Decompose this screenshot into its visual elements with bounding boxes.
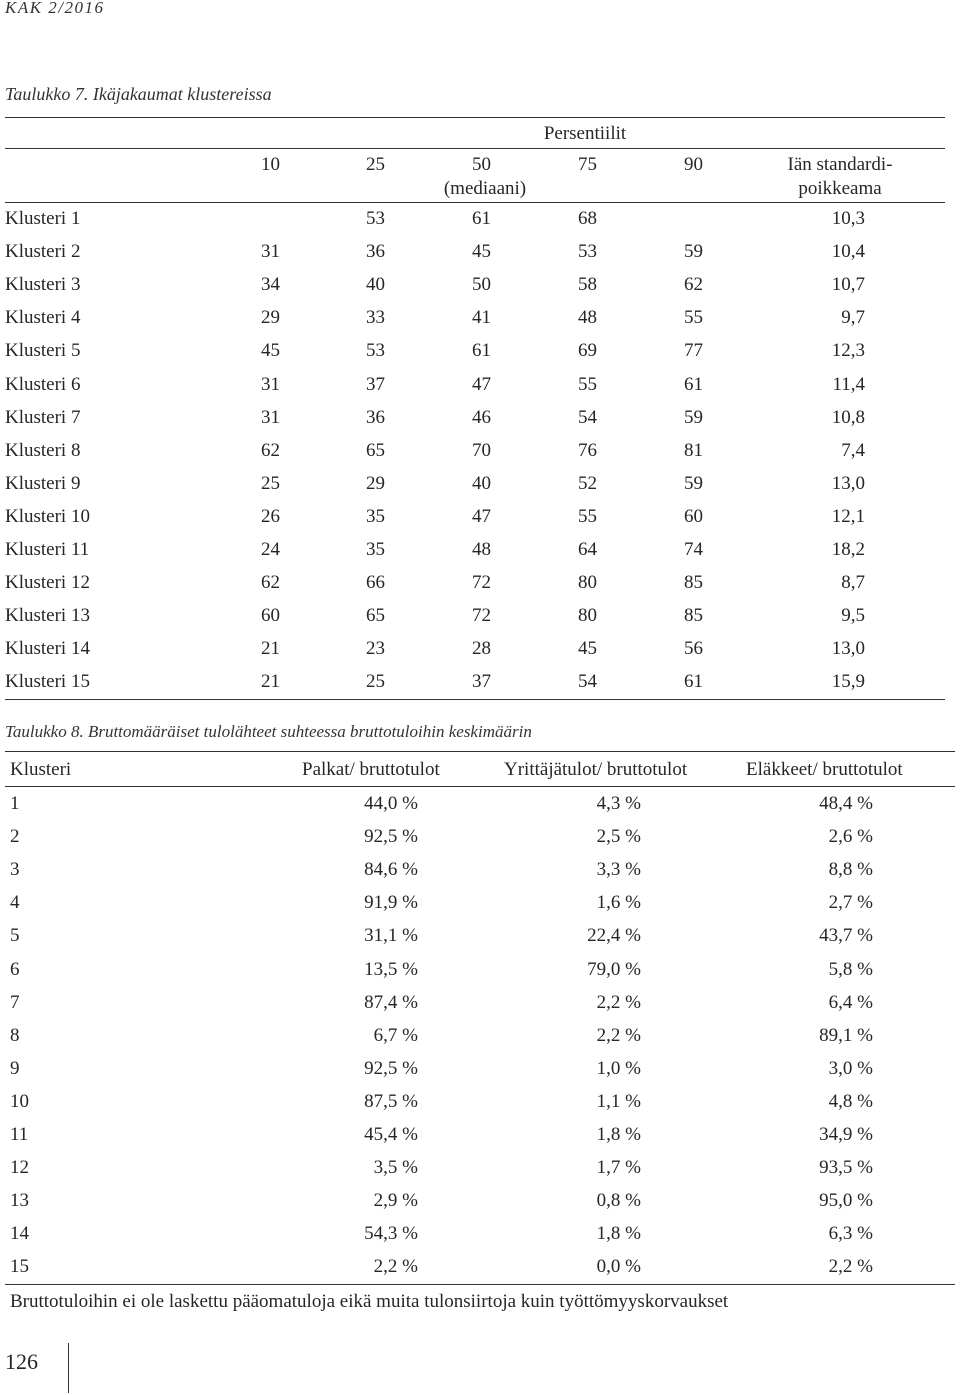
table7-cell-p10: 34 [261, 274, 280, 296]
table7-cell-p75: 55 [578, 505, 597, 527]
table7-cell-p50: 50 [472, 274, 491, 296]
table7-median-note: (mediaani) [443, 178, 527, 199]
table8-row-klusteri: 8 [10, 1024, 20, 1046]
table8-row-klusteri: 15 [10, 1256, 29, 1278]
table7-cell-sd: 10,4 [831, 241, 865, 263]
table7-cell-p75: 69 [578, 340, 597, 362]
table7-cell-sd: 8,7 [841, 572, 865, 594]
table8-cell-elakkeet: 6,3 % [828, 1223, 873, 1245]
table8-cell-elakkeet: 95,0 % [819, 1190, 873, 1212]
table7-cell-p75: 80 [578, 572, 597, 594]
table8-cell-palkat: 92,5 % [364, 1057, 418, 1079]
table7-cell-p90: 81 [684, 439, 703, 461]
table7-cell-p50: 47 [472, 373, 491, 395]
table7-row-label: Klusteri 7 [5, 406, 81, 428]
table7-cell-p50: 28 [472, 638, 491, 660]
table8-row-klusteri: 4 [10, 892, 20, 914]
table8-cell-palkat: 6,7 % [373, 1024, 418, 1046]
table7-group-rule [5, 148, 945, 149]
table7-row-label: Klusteri 9 [5, 472, 81, 494]
table7-cell-p10: 31 [261, 241, 280, 263]
table8-footnote: Bruttotuloihin ei ole laskettu pääomatuloja eikä muita tulonsiirtoja kuin työttömyyskorvaukset [10, 1291, 729, 1312]
table7-cell-p75: 45 [578, 638, 597, 660]
table8-cell-palkat: 87,5 % [364, 1090, 418, 1112]
table7-row-label: Klusteri 13 [5, 605, 90, 627]
table8-cell-yrittaja: 2,2 % [596, 991, 641, 1013]
table7-cell-p10: 24 [261, 539, 280, 560]
table7-cell-p50: 61 [472, 340, 491, 362]
table7-cell-p50: 46 [472, 406, 491, 428]
table8-row-klusteri: 5 [10, 925, 20, 947]
table7-cell-p50: 47 [472, 505, 491, 527]
table7-cell-p75: 48 [578, 307, 597, 329]
table8-row-klusteri: 6 [10, 958, 20, 980]
table7-cell-p25: 33 [366, 307, 385, 329]
table7-row-label: Klusteri 14 [5, 638, 90, 660]
table8-row-klusteri: 2 [10, 826, 20, 848]
table7-sd-header-line2: poikkeama [798, 178, 882, 199]
table7-cell-p25: 53 [366, 208, 385, 229]
table8-cell-elakkeet: 5,8 % [828, 958, 873, 980]
table8-cell-elakkeet: 4,8 % [828, 1090, 873, 1112]
table7-row-label: Klusteri 2 [5, 241, 81, 263]
table8-cell-palkat: 13,5 % [364, 958, 418, 980]
table7-cell-p75: 68 [578, 208, 597, 229]
table7-cell-p90: 55 [684, 307, 703, 329]
table7-cell-p90: 56 [684, 638, 703, 660]
table7-cell-p25: 36 [366, 406, 385, 428]
table7-cell-p10: 25 [261, 472, 280, 494]
table8-row-klusteri: 14 [10, 1223, 29, 1245]
table8-row-klusteri: 11 [10, 1124, 29, 1145]
table8-cell-elakkeet: 2,6 % [828, 826, 873, 848]
table7-cell-sd: 10,7 [831, 274, 865, 296]
table7-cell-sd: 9,5 [841, 605, 865, 627]
table8-cell-yrittaja: 1,8 % [596, 1223, 641, 1245]
table7-cell-p10: 26 [261, 505, 280, 527]
table8-header-rule [5, 786, 955, 787]
table8-cell-elakkeet: 89,1 % [819, 1024, 873, 1046]
table7-cell-p90: 59 [684, 472, 703, 494]
table7-cell-p50: 41 [472, 307, 491, 329]
page-number: 126 [5, 1349, 38, 1374]
table7-row-label: Klusteri 5 [5, 340, 81, 362]
table7-cell-p75: 52 [578, 472, 597, 494]
table8-row-klusteri: 7 [10, 991, 20, 1013]
table8-cell-elakkeet: 48,4 % [819, 793, 873, 814]
table7-cell-p25: 23 [366, 638, 385, 660]
table7-cell-p90: 59 [684, 241, 703, 263]
table8-cell-palkat: 45,4 % [364, 1124, 418, 1145]
table7-cell-p50: 61 [472, 208, 491, 229]
table7-cell-p25: 35 [366, 505, 385, 527]
table8-cell-yrittaja: 1,1 % [596, 1090, 641, 1112]
table7-caption: Taulukko 7. Ikäjakaumat klustereissa [5, 84, 272, 104]
table7-cell-p10: 31 [261, 406, 280, 428]
table8-cell-palkat: 31,1 % [364, 925, 418, 947]
table8-cell-elakkeet: 2,7 % [828, 892, 873, 914]
table8-cell-yrittaja: 3,3 % [596, 859, 641, 881]
table8-row-klusteri: 1 [10, 793, 20, 814]
table7-cell-p25: 66 [366, 572, 385, 594]
table7-cell-p10: 31 [261, 373, 280, 395]
table7-bottom-rule [5, 699, 945, 700]
table8-cell-elakkeet: 3,0 % [828, 1057, 873, 1079]
table7-cell-p90: 85 [684, 605, 703, 627]
table7-cell-sd: 10,3 [831, 208, 865, 229]
table7-cell-p10: 45 [261, 340, 280, 362]
table7-cell-p75: 54 [578, 406, 597, 428]
table8-row-klusteri: 3 [10, 859, 20, 881]
table7-col-p75: 75 [578, 154, 597, 175]
table8-cell-palkat: 2,9 % [373, 1190, 418, 1212]
table8-cell-elakkeet: 34,9 % [819, 1124, 873, 1145]
table7-cell-p10: 29 [261, 307, 280, 329]
table7-row-label: Klusteri 6 [5, 373, 81, 395]
table8-header-elakkeet: Eläkkeet/ bruttotulot [746, 759, 903, 780]
table8-cell-yrittaja: 1,6 % [596, 892, 641, 914]
table8-cell-palkat: 54,3 % [364, 1223, 418, 1245]
table7-cell-p90: 62 [684, 274, 703, 296]
table7-cell-p50: 37 [472, 671, 491, 693]
table7-cell-p10: 21 [261, 638, 280, 660]
table7-col-p25: 25 [366, 154, 385, 175]
table8-cell-yrittaja: 22,4 % [587, 925, 641, 947]
table7-cell-p90: 61 [684, 373, 703, 395]
table8-row-klusteri: 12 [10, 1157, 29, 1179]
running-head: KAK 2/2016 [5, 0, 105, 17]
table7-cell-p10: 21 [261, 671, 280, 693]
table7-cell-p25: 25 [366, 671, 385, 693]
table7-cell-p75: 53 [578, 241, 597, 263]
table8-header-palkat: Palkat/ bruttotulot [302, 759, 440, 780]
table7-cell-sd: 12,1 [831, 505, 865, 527]
table8-cell-palkat: 84,6 % [364, 859, 418, 881]
table7-cell-p50: 48 [472, 539, 491, 560]
table7-cell-p25: 36 [366, 241, 385, 263]
table7-row-label: Klusteri 8 [5, 439, 81, 461]
table7-top-rule [5, 117, 945, 118]
table7-cell-p25: 53 [366, 340, 385, 362]
table8-cell-palkat: 92,5 % [364, 826, 418, 848]
table7-cell-p90: 60 [684, 505, 703, 527]
table8-cell-yrittaja: 0,8 % [596, 1190, 641, 1212]
table8-cell-elakkeet: 8,8 % [828, 859, 873, 881]
table7-cell-p25: 29 [366, 472, 385, 494]
table7-cell-sd: 13,0 [831, 472, 865, 494]
table8-cell-yrittaja: 0,0 % [596, 1256, 641, 1278]
table7-cell-p75: 54 [578, 671, 597, 693]
table8-cell-palkat: 91,9 % [364, 892, 418, 914]
table7-cell-p75: 80 [578, 605, 597, 627]
table7-cell-p50: 72 [472, 572, 491, 594]
table8-cell-elakkeet: 6,4 % [828, 991, 873, 1013]
table8-cell-yrittaja: 1,0 % [596, 1057, 641, 1079]
table7-cell-p25: 40 [366, 274, 385, 296]
table7-row-label: Klusteri 11 [5, 539, 90, 560]
table8-cell-palkat: 3,5 % [373, 1157, 418, 1179]
table8-cell-yrittaja: 2,5 % [596, 826, 641, 848]
table7-header-rule [5, 202, 945, 203]
table8-header-yrittaja: Yrittäjätulot/ bruttotulot [504, 759, 688, 780]
table8-top-rule [5, 751, 955, 752]
table8-caption: Taulukko 8. Bruttomääräiset tulolähteet suhteessa bruttotuloihin keskimäärin [5, 722, 532, 741]
table7-cell-p75: 58 [578, 274, 597, 296]
table7-cell-sd: 9,7 [841, 307, 865, 329]
table7-cell-p90: 59 [684, 406, 703, 428]
table7-cell-p25: 35 [366, 539, 385, 560]
table7-cell-p75: 64 [578, 539, 597, 560]
table7-cell-sd: 7,4 [841, 439, 865, 461]
table8-row-klusteri: 10 [10, 1090, 29, 1112]
table7-row-label: Klusteri 1 [5, 208, 81, 229]
table7-cell-p75: 55 [578, 373, 597, 395]
table8-cell-palkat: 87,4 % [364, 991, 418, 1013]
table7-sd-header-line1: Iän standardi- [787, 154, 893, 175]
table7-cell-sd: 15,9 [831, 671, 865, 693]
table7-cell-p90: 74 [684, 539, 703, 560]
table7-cell-sd: 10,8 [831, 406, 865, 428]
table7-row-label: Klusteri 12 [5, 572, 90, 594]
table7-row-label: Klusteri 3 [5, 274, 81, 296]
table7-cell-p10: 62 [261, 439, 280, 461]
table8-cell-palkat: 44,0 % [364, 793, 418, 814]
table8-cell-yrittaja: 4,3 % [596, 793, 641, 814]
table7-cell-p75: 76 [578, 439, 597, 461]
table7-cell-p25: 37 [366, 373, 385, 395]
table7-cell-p90: 85 [684, 572, 703, 594]
table8-cell-yrittaja: 1,8 % [596, 1124, 641, 1145]
table7-col-p90: 90 [684, 154, 703, 175]
page-number-rule [68, 1343, 69, 1393]
table7-cell-p10: 62 [261, 572, 280, 594]
table8-cell-yrittaja: 2,2 % [596, 1024, 641, 1046]
table7-cell-p25: 65 [366, 439, 385, 461]
table7-cell-p25: 65 [366, 605, 385, 627]
table8-cell-elakkeet: 43,7 % [819, 925, 873, 947]
table7-cell-p50: 70 [472, 439, 491, 461]
table7-cell-p50: 72 [472, 605, 491, 627]
table8-bottom-rule [5, 1284, 955, 1285]
table7-cell-p50: 40 [472, 472, 491, 494]
table7-cell-sd: 11,4 [832, 373, 865, 395]
table8-cell-yrittaja: 79,0 % [587, 958, 641, 980]
table7-row-label: Klusteri 10 [5, 505, 90, 527]
table8-row-klusteri: 9 [10, 1057, 20, 1079]
table7-cell-p90: 77 [684, 340, 703, 362]
table7-cell-p50: 45 [472, 241, 491, 263]
table7-cell-sd: 13,0 [831, 638, 865, 660]
table7-cell-sd: 12,3 [831, 340, 865, 362]
table7-col-p10: 10 [261, 154, 280, 175]
table8-cell-yrittaja: 1,7 % [596, 1157, 641, 1179]
table7-cell-p10: 60 [261, 605, 280, 627]
table7-row-label: Klusteri 4 [5, 307, 81, 329]
table7-col-p50: 50 [472, 154, 491, 175]
table7-cell-p90: 61 [684, 671, 703, 693]
table8-cell-palkat: 2,2 % [373, 1256, 418, 1278]
table7-group-header: Persentiilit [543, 123, 627, 144]
table7-row-label: Klusteri 15 [5, 671, 90, 693]
table7-cell-sd: 18,2 [831, 539, 865, 560]
table8-header-klusteri: Klusteri [10, 759, 72, 780]
table8-row-klusteri: 13 [10, 1190, 29, 1212]
table8-cell-elakkeet: 2,2 % [828, 1256, 873, 1278]
table8-cell-elakkeet: 93,5 % [819, 1157, 873, 1179]
